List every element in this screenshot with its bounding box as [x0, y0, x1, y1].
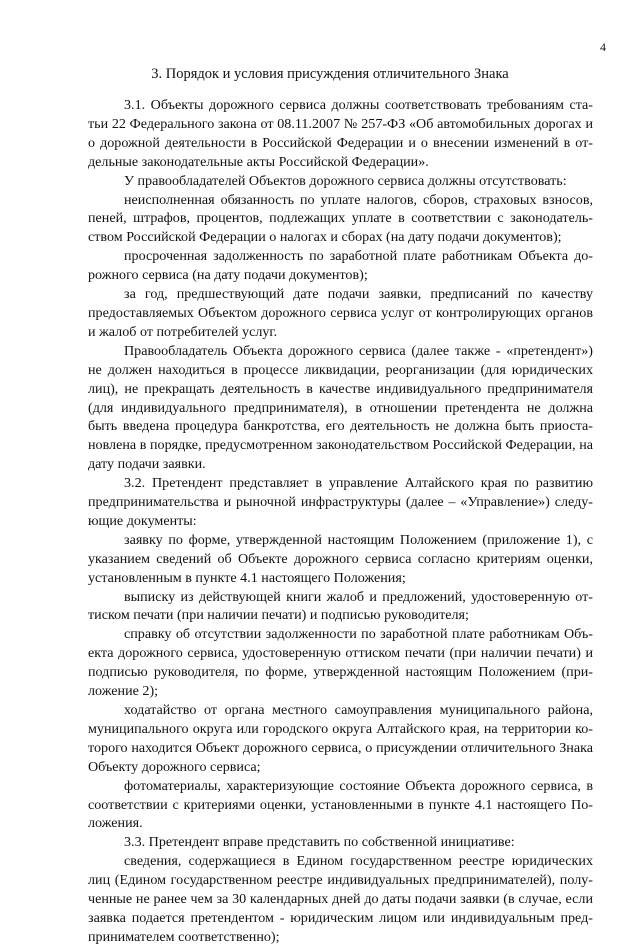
- page-number: 4: [600, 40, 606, 54]
- paragraph: ходатайство от органа местного самоуправления муниципального района, муниципального округа или городского округа Алтайского края, на территории которого находится Объект дорожного сервиса, о присуждении отличительного Знака Объекту дорожного сервиса;: [88, 702, 593, 775]
- paragraph: У правообладателей Объектов дорожного сервиса должны отсутствовать:: [124, 172, 567, 189]
- paragraph: фотоматериалы, характеризующие состояние Объекта дорожного сервиса, в соответствии с критериями оценки, установленными в пункте 4.1 настоящего Положения.: [88, 777, 593, 832]
- paragraph: 3.2. Претендент представляет в управление Алтайского края по развитию предпринимательства и рыночной инфраструктуры (далее – «Управление») следующие документы:: [88, 475, 593, 529]
- paragraph: заявку по форме, утвержденной настоящим Положением (приложение 1), с указанием сведений об Объекте дорожного сервиса согласно критериям оценки, установленным в пункте 4.1 настоящего Положения;: [88, 531, 593, 586]
- paragraph: сведения, содержащиеся в Едином государственном реестре юридических лиц (Едином государственном реестре индивидуальных предпринимателей), полученные не ранее чем за 30 календарных дней до даты подачи заявки (в случае, если заявка подается претендентом - юридическим лицом или индивидуальным предпринимателем соответственно);: [88, 853, 593, 945]
- paragraph: выписку из действующей книги жалоб и предложений, удостоверенную оттиском печати (при наличии печати) и подписью руководителя;: [88, 588, 593, 624]
- paragraph: справку об отсутствии задолженности по заработной плате работникам Объекта дорожного сервиса, удостоверенную оттиском печати (при наличии печати) и подписью руководителя, по форме, утвержденной настоящим Положением (приложение 2);: [88, 626, 593, 700]
- paragraph: 3.3. Претендент вправе представить по собственной инициативе:: [124, 834, 515, 851]
- paragraph: Правообладатель Объекта дорожного сервиса (далее также - «претендент») не должен находиться в процессе ликвидации, реорганизации (для юридических лиц), не прекращать деятельность в качестве индивидуального предпринимателя (для индивидуального предпринимателя), в отношении претендента не должна быть введена процедура банкротства, его деятельность не должна быть приостановлена в порядке, предусмотренном законодательством Российской Федерации, на дату подачи заявки.: [88, 342, 593, 473]
- paragraph: неисполненная обязанность по уплате налогов, сборов, страховых взносов, пеней, штрафов, процентов, подлежащих уплате в соответствии с законодательством Российской Федерации о налогах и сборах (на дату подачи документов);: [88, 191, 593, 246]
- paragraph: просроченная задолженность по заработной плате работникам Объекта дорожного сервиса (на дату подачи документов);: [88, 248, 593, 284]
- paragraph: за год, предшествующий дате подачи заявки, предписаний по качеству предоставляемых Объектом дорожного сервиса услуг от контролирующих органов и жалоб от потребителей услуг.: [88, 286, 593, 340]
- section-body: [88, 96, 593, 947]
- paragraph: 3.1. Объекты дорожного сервиса должны соответствовать требованиям статьи 22 Федерального закона от 08.11.2007 № 257-ФЗ «Об автомобильных дорогах и о дорожной деятельности в Российской Федерации и о внесении изменений в отдельные законодательные акты Российской Федерации».: [88, 97, 593, 170]
- section-heading: 3. Порядок и условия присуждения отличительного Знака: [151, 66, 509, 82]
